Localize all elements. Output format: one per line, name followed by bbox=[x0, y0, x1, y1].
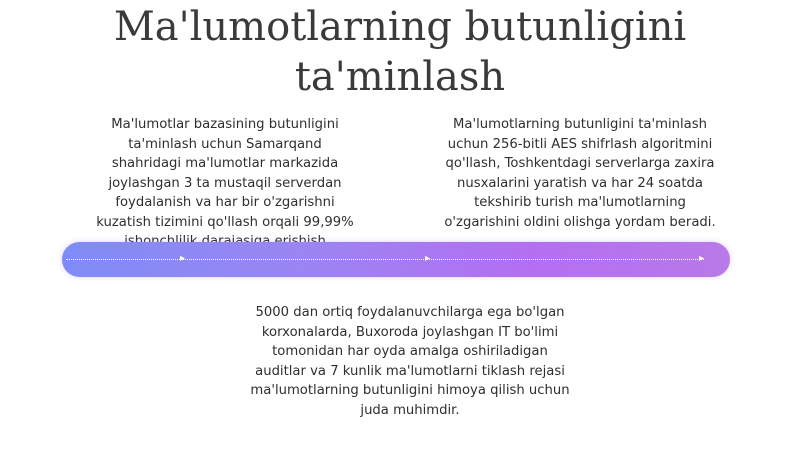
text-line: uchun 256-bitli AES shifrlash algoritmini bbox=[447, 136, 713, 152]
text-line: juda muhimdir. bbox=[360, 402, 460, 418]
page-title bbox=[0, 2, 800, 102]
timeline-arrow-icon: ▸ bbox=[699, 253, 705, 264]
timeline-bar bbox=[62, 242, 730, 277]
section-2-text bbox=[410, 115, 750, 232]
text-line: ta'minlash uchun Samarqand bbox=[128, 136, 322, 152]
text-line: korxonalarda, Buxoroda joylashgan IT bo'limi bbox=[261, 324, 559, 340]
text-line: tomonidan har oyda amalga oshiriladigan bbox=[272, 344, 548, 359]
text-line: nusxalarini yaratish va har 24 soatda bbox=[457, 175, 703, 191]
text-line: foydalanish va har bir o'zgarishni bbox=[115, 195, 335, 210]
text-line: kuzatish tizimini qo'llash orqali 99,99% bbox=[96, 214, 354, 230]
text-line: Ma'lumotlar bazasining butunligini bbox=[111, 117, 339, 132]
title-line-2: ta'minlash bbox=[294, 54, 506, 100]
text-line: tekshirib turish ma'lumotlarning bbox=[474, 195, 686, 210]
text-line: auditlar va 7 kunlik ma'lumotlarni tiklash rejasi bbox=[255, 363, 565, 379]
text-line: o'zgarishini oldini olishga yordam beradi. bbox=[444, 214, 716, 230]
timeline-arrow-icon: ▸ bbox=[425, 253, 431, 264]
text-line: shahridagi ma'lumotlar markazida bbox=[111, 156, 339, 171]
timeline-arrow-icon: ▸ bbox=[180, 253, 186, 264]
timeline-dotted-line bbox=[66, 259, 704, 260]
text-line: Ma'lumotlarning butunligini ta'minlash bbox=[453, 117, 707, 132]
text-line: joylashgan 3 ta mustaqil serverdan bbox=[108, 175, 342, 191]
text-line: 5000 dan ortiq foydalanuvchilarga ega bo'lgan bbox=[255, 305, 565, 320]
text-line: ma'lumotlarning butunligini himoya qilish uchun bbox=[250, 383, 570, 398]
title-line-1: Ma'lumotlarning butunligini bbox=[113, 4, 687, 50]
section-3-text bbox=[220, 303, 600, 420]
text-line: qo'llash, Toshkentdagi serverlarga zaxira bbox=[445, 156, 715, 171]
